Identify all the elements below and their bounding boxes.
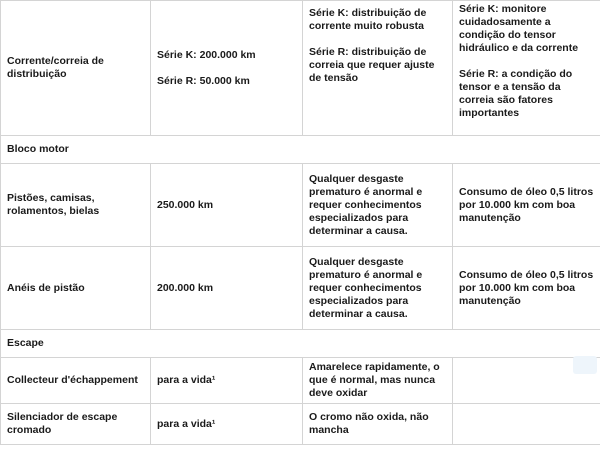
interval-cell [151,1,303,136]
advice-k: Série K: monitore cuidadosamente a condição do tensor hidráulico e da corrente [459,3,579,54]
component-cell: Anéis de pistão [1,247,151,330]
floating-widget[interactable] [573,356,597,374]
note-cell: Qualquer desgaste prematuro é anormal e requer conhecimentos especializados para determinar a causa. [303,247,453,330]
table-row-silencer [1,404,600,445]
section-title: Escape [1,330,600,358]
component-cell: Silenciador de escape cromado [1,404,151,445]
interval-cell: para a vida¹ [151,358,303,404]
advice-cell [453,1,600,136]
section-row-engine [1,136,600,164]
note-cell: O cromo não oxida, não mancha [303,404,453,445]
advice-cell [453,404,600,445]
interval-cell: para a vida¹ [151,404,303,445]
component-cell: Pistões, camisas, rolamentos, bielas [1,164,151,247]
note-k: Série K: distribuição de corrente muito robusta [309,7,427,32]
table-row-piston-rings [1,247,600,330]
interval-k: Série K: 200.000 km [157,48,256,61]
component-label: Corrente/correia de distribuição [7,55,104,80]
advice-cell: Consumo de óleo 0,5 litros por 10.000 km com boa manutenção [453,164,600,247]
advice-cell: Consumo de óleo 0,5 litros por 10.000 km com boa manutenção [453,247,600,330]
interval-cell: 200.000 km [151,247,303,330]
note-cell: Amarelece rapidamente, o que é normal, mas nunca deve oxidar [303,358,453,404]
table-row-timing-belt [1,1,600,136]
note-r: Série R: distribuição de correia que requer ajuste de tensão [309,46,435,84]
component-cell [1,1,151,136]
component-cell: Collecteur d'échappement [1,358,151,404]
section-row-exhaust [1,330,600,358]
note-cell: Qualquer desgaste prematuro é anormal e requer conhecimentos especializados para determinar a causa. [303,164,453,247]
note-cell [303,1,453,136]
table-row-manifold [1,358,600,404]
section-title: Bloco motor [1,136,600,164]
table-row-pistons [1,164,600,247]
interval-cell: 250.000 km [151,164,303,247]
interval-r: Série R: 50.000 km [157,74,250,87]
advice-r: Série R: a condição do tensor e a tensão da correia são fatores importantes [459,68,573,119]
